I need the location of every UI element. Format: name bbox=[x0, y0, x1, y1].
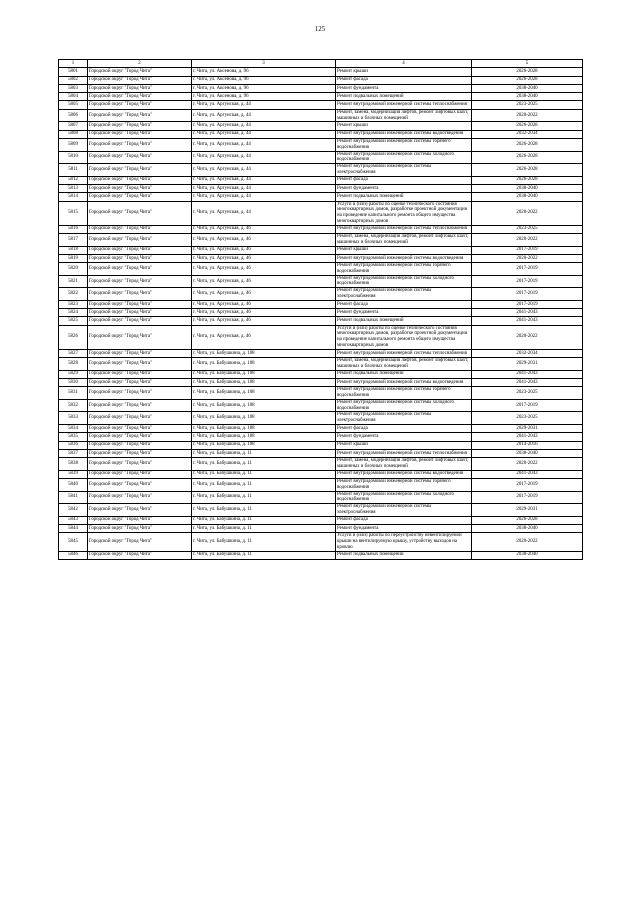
period-cell: 2017-2019 bbox=[472, 478, 583, 491]
period-cell: 2020-2022 bbox=[472, 233, 583, 246]
row-number: 5824 bbox=[59, 309, 88, 317]
address-cell: г. Чита, ул. Аксенова, д. 96 bbox=[192, 68, 336, 76]
period-cell: 2017-2019 bbox=[472, 300, 583, 308]
period-cell: 2023-2025 bbox=[472, 101, 583, 109]
municipality-cell: Городской округ "Город Чита" bbox=[88, 101, 192, 109]
row-number: 5814 bbox=[59, 193, 88, 201]
address-cell: г. Чита, ул. Аргунская, д. 44 bbox=[192, 151, 336, 164]
row-number: 5844 bbox=[59, 524, 88, 532]
municipality-cell: Городской округ "Город Чита" bbox=[88, 233, 192, 246]
work-type-cell: Ремонт внутридомовой инженерной системы холодного водоснабжения bbox=[336, 491, 472, 504]
work-type-cell: Ремонт подвальных помещений bbox=[336, 93, 472, 101]
row-number: 5806 bbox=[59, 109, 88, 122]
work-type-cell: Ремонт внутридомовой инженерной системы холодного водоснабжения bbox=[336, 275, 472, 288]
municipality-cell: Городской округ "Город Чита" bbox=[88, 441, 192, 449]
municipality-cell: Городской округ "Город Чита" bbox=[88, 387, 192, 400]
period-cell: 2038-2040 bbox=[472, 193, 583, 201]
address-cell: г. Чита, ул. Аргунская, д. 46 bbox=[192, 309, 336, 317]
address-cell: г. Чита, ул. Аргунская, д. 46 bbox=[192, 225, 336, 233]
period-cell: 2029-2031 bbox=[472, 504, 583, 517]
municipality-cell: Городской округ "Город Чита" bbox=[88, 551, 192, 559]
address-cell: г. Чита, ул. Бабушкина, д. 108 bbox=[192, 370, 336, 378]
row-number: 5811 bbox=[59, 164, 88, 177]
table-row bbox=[59, 458, 583, 471]
address-cell: г. Чита, ул. Аргунская, д. 46 bbox=[192, 246, 336, 254]
work-type-cell: Ремонт подвальных помещений bbox=[336, 551, 472, 559]
period-cell: 2029-2031 bbox=[472, 358, 583, 371]
page-number: 125 bbox=[314, 25, 326, 33]
municipality-cell: Городской округ "Город Чита" bbox=[88, 122, 192, 130]
table-row bbox=[59, 233, 583, 246]
address-cell: г. Чита, ул. Аргунская, д. 44 bbox=[192, 193, 336, 201]
municipality-cell: Городской округ "Город Чита" bbox=[88, 533, 192, 551]
row-number: 5818 bbox=[59, 246, 88, 254]
row-number: 5803 bbox=[59, 84, 88, 92]
period-cell: 2038-2040 bbox=[472, 93, 583, 101]
table-row bbox=[59, 93, 583, 101]
row-number: 5822 bbox=[59, 288, 88, 301]
row-number: 5823 bbox=[59, 300, 88, 308]
table-row bbox=[59, 201, 583, 225]
municipality-cell: Городской округ "Город Чита" bbox=[88, 516, 192, 524]
row-number: 5810 bbox=[59, 151, 88, 164]
table-row bbox=[59, 551, 583, 559]
table-row bbox=[59, 193, 583, 201]
address-cell: г. Чита, ул. Бабушкина, д. 108 bbox=[192, 378, 336, 386]
address-cell: г. Чита, ул. Бабушкина, д. 108 bbox=[192, 441, 336, 449]
period-cell: 2041-2043 bbox=[472, 470, 583, 478]
table-row bbox=[59, 122, 583, 130]
municipality-cell: Городской округ "Город Чита" bbox=[88, 76, 192, 84]
work-type-cell: Ремонт внутридомовой инженерной системы теплоснабжения bbox=[336, 349, 472, 357]
row-number: 5840 bbox=[59, 478, 88, 491]
row-number: 5816 bbox=[59, 225, 88, 233]
work-type-cell: Ремонт подвальных помещений bbox=[336, 370, 472, 378]
table-row bbox=[59, 516, 583, 524]
work-type-cell: Ремонт внутридомовой инженерной системы горячего водоснабжения bbox=[336, 478, 472, 491]
municipality-cell: Городской округ "Город Чита" bbox=[88, 309, 192, 317]
period-cell: 2023-2025 bbox=[472, 225, 583, 233]
table-row bbox=[59, 478, 583, 491]
column-header-3: 3 bbox=[192, 60, 336, 68]
work-type-cell: Ремонт подвальных помещений bbox=[336, 317, 472, 325]
work-type-cell: Услуги и (или) работы по переустройству невентилируемой крыши на вентилируемую крышу, устройству выходов на кровлю bbox=[336, 533, 472, 551]
work-type-cell: Ремонт фундамента bbox=[336, 84, 472, 92]
address-cell: г. Чита, ул. Бабушкина, д. 11 bbox=[192, 491, 336, 504]
row-number: 5802 bbox=[59, 76, 88, 84]
row-number: 5838 bbox=[59, 458, 88, 471]
table-row bbox=[59, 275, 583, 288]
municipality-cell: Городской округ "Город Чита" bbox=[88, 184, 192, 192]
row-number: 5829 bbox=[59, 370, 88, 378]
address-cell: г. Чита, ул. Аксенова, д. 96 bbox=[192, 76, 336, 84]
address-cell: г. Чита, ул. Аргунская, д. 44 bbox=[192, 164, 336, 177]
work-type-cell: Услуги и (или) работы по оценке технического состояния многоквартирных домов, разработке проектной документации на проведение капитального ремонта общего имущества многоквартирных домов bbox=[336, 201, 472, 225]
period-cell: 2026-2028 bbox=[472, 516, 583, 524]
work-type-cell: Ремонт внутридомовой инженерной системы горячего водоснабжения bbox=[336, 138, 472, 151]
table-row bbox=[59, 412, 583, 425]
table-row bbox=[59, 424, 583, 432]
municipality-cell: Городской округ "Город Чита" bbox=[88, 349, 192, 357]
row-number: 5819 bbox=[59, 254, 88, 262]
row-number: 5846 bbox=[59, 551, 88, 559]
work-type-cell: Ремонт внутридомовой инженерной системы водоотведения bbox=[336, 130, 472, 138]
work-type-cell: Ремонт внутридомовой инженерной системы горячего водоснабжения bbox=[336, 387, 472, 400]
municipality-cell: Городской округ "Город Чита" bbox=[88, 254, 192, 262]
row-number: 5832 bbox=[59, 399, 88, 412]
municipality-cell: Городской округ "Город Чита" bbox=[88, 370, 192, 378]
address-cell: г. Чита, ул. Бабушкина, д. 11 bbox=[192, 533, 336, 551]
address-cell: г. Чита, ул. Аргунская, д. 46 bbox=[192, 233, 336, 246]
municipality-cell: Городской округ "Город Чита" bbox=[88, 399, 192, 412]
row-number: 5821 bbox=[59, 275, 88, 288]
municipality-cell: Городской округ "Город Чита" bbox=[88, 176, 192, 184]
municipality-cell: Городской округ "Город Чита" bbox=[88, 424, 192, 432]
address-cell: г. Чита, ул. Бабушкина, д. 11 bbox=[192, 516, 336, 524]
work-type-cell: Ремонт фасада bbox=[336, 424, 472, 432]
address-cell: г. Чита, ул. Аргунская, д. 46 bbox=[192, 275, 336, 288]
work-type-cell: Ремонт внутридомовой инженерной системы электроснабжения bbox=[336, 412, 472, 425]
table-row bbox=[59, 433, 583, 441]
column-header-4: 4 bbox=[336, 60, 472, 68]
row-number: 5809 bbox=[59, 138, 88, 151]
period-cell: 2038-2040 bbox=[472, 449, 583, 457]
table-row bbox=[59, 246, 583, 254]
table-row bbox=[59, 358, 583, 371]
work-type-cell: Ремонт внутридомовой инженерной системы холодного водоснабжения bbox=[336, 151, 472, 164]
address-cell: г. Чита, ул. Аргунская, д. 44 bbox=[192, 138, 336, 151]
table-row bbox=[59, 309, 583, 317]
work-type-cell: Ремонт внутридомовой инженерной системы электроснабжения bbox=[336, 288, 472, 301]
period-cell: 2014-2016 bbox=[472, 441, 583, 449]
row-number: 5815 bbox=[59, 201, 88, 225]
municipality-cell: Городской округ "Город Чита" bbox=[88, 412, 192, 425]
municipality-cell: Городской округ "Город Чита" bbox=[88, 109, 192, 122]
row-number: 5807 bbox=[59, 122, 88, 130]
period-cell: 2026-2028 bbox=[472, 164, 583, 177]
address-cell: г. Чита, ул. Бабушкина, д. 11 bbox=[192, 551, 336, 559]
period-cell: 2020-2022 bbox=[472, 109, 583, 122]
row-number: 5836 bbox=[59, 441, 88, 449]
table-row bbox=[59, 491, 583, 504]
work-type-cell: Ремонт, замена, модернизация лифтов, ремонт лифтовых шахт, машинных и блочных помещений bbox=[336, 109, 472, 122]
address-cell: г. Чита, ул. Аргунская, д. 46 bbox=[192, 263, 336, 276]
address-cell: г. Чита, ул. Бабушкина, д. 108 bbox=[192, 424, 336, 432]
municipality-cell: Городской округ "Город Чита" bbox=[88, 317, 192, 325]
period-cell: 2017-2019 bbox=[472, 288, 583, 301]
municipality-cell: Городской округ "Город Чита" bbox=[88, 524, 192, 532]
municipality-cell: Городской округ "Город Чита" bbox=[88, 164, 192, 177]
row-number: 5830 bbox=[59, 378, 88, 386]
period-cell: 2026-2028 bbox=[472, 122, 583, 130]
table-row bbox=[59, 225, 583, 233]
municipality-cell: Городской округ "Город Чита" bbox=[88, 325, 192, 349]
municipality-cell: Городской округ "Город Чита" bbox=[88, 68, 192, 76]
work-type-cell: Ремонт фундамента bbox=[336, 309, 472, 317]
address-cell: г. Чита, ул. Бабушкина, д. 11 bbox=[192, 478, 336, 491]
period-cell: 2017-2019 bbox=[472, 275, 583, 288]
address-cell: г. Чита, ул. Аксенова, д. 96 bbox=[192, 93, 336, 101]
address-cell: г. Чита, ул. Бабушкина, д. 11 bbox=[192, 504, 336, 517]
work-type-cell: Ремонт крыши bbox=[336, 441, 472, 449]
period-cell: 2026-2028 bbox=[472, 76, 583, 84]
period-cell: 2041-2043 bbox=[472, 317, 583, 325]
address-cell: г. Чита, ул. Бабушкина, д. 108 bbox=[192, 358, 336, 371]
table-row bbox=[59, 317, 583, 325]
municipality-cell: Городской округ "Город Чита" bbox=[88, 378, 192, 386]
work-type-cell: Ремонт фундамента bbox=[336, 433, 472, 441]
work-type-cell: Ремонт внутридомовой инженерной системы горячего водоснабжения bbox=[336, 263, 472, 276]
table-row bbox=[59, 138, 583, 151]
period-cell: 2026-2028 bbox=[472, 138, 583, 151]
period-cell: 2026-2028 bbox=[472, 176, 583, 184]
period-cell: 2038-2040 bbox=[472, 524, 583, 532]
period-cell: 2020-2022 bbox=[472, 325, 583, 349]
row-number: 5828 bbox=[59, 358, 88, 371]
table-row bbox=[59, 399, 583, 412]
work-type-cell: Ремонт внутридомовой инженерной системы водоотведения bbox=[336, 378, 472, 386]
table-row bbox=[59, 533, 583, 551]
municipality-cell: Городской округ "Город Чита" bbox=[88, 151, 192, 164]
table-row bbox=[59, 101, 583, 109]
municipality-cell: Городской округ "Город Чита" bbox=[88, 246, 192, 254]
row-number: 5812 bbox=[59, 176, 88, 184]
period-cell: 2041-2043 bbox=[472, 433, 583, 441]
row-number: 5820 bbox=[59, 263, 88, 276]
row-number: 5813 bbox=[59, 184, 88, 192]
address-cell: г. Чита, ул. Аргунская, д. 44 bbox=[192, 201, 336, 225]
address-cell: г. Чита, ул. Бабушкина, д. 108 bbox=[192, 349, 336, 357]
municipality-cell: Городской округ "Город Чита" bbox=[88, 458, 192, 471]
municipality-cell: Городской округ "Город Чита" bbox=[88, 93, 192, 101]
period-cell: 2017-2019 bbox=[472, 263, 583, 276]
row-number: 5845 bbox=[59, 533, 88, 551]
row-number: 5827 bbox=[59, 349, 88, 357]
address-cell: г. Чита, ул. Аргунская, д. 44 bbox=[192, 101, 336, 109]
work-type-cell: Ремонт крыши bbox=[336, 246, 472, 254]
municipality-cell: Городской округ "Город Чита" bbox=[88, 275, 192, 288]
row-number: 5834 bbox=[59, 424, 88, 432]
work-type-cell: Ремонт фасада bbox=[336, 176, 472, 184]
table-row bbox=[59, 370, 583, 378]
address-cell: г. Чита, ул. Бабушкина, д. 11 bbox=[192, 470, 336, 478]
row-number: 5843 bbox=[59, 516, 88, 524]
work-type-cell: Ремонт крыши bbox=[336, 122, 472, 130]
work-type-cell: Ремонт фундамента bbox=[336, 184, 472, 192]
table-row bbox=[59, 76, 583, 84]
work-type-cell: Услуги и (или) работы по оценке технического состояния многоквартирных домов, разработке проектной документации на проведение капитального ремонта общего имущества многоквартирных домов bbox=[336, 325, 472, 349]
table-row bbox=[59, 300, 583, 308]
work-type-cell: Ремонт фасада bbox=[336, 516, 472, 524]
period-cell: 2020-2022 bbox=[472, 254, 583, 262]
address-cell: г. Чита, ул. Бабушкина, д. 11 bbox=[192, 449, 336, 457]
address-cell: г. Чита, ул. Бабушкина, д. 11 bbox=[192, 458, 336, 471]
period-cell: 2038-2040 bbox=[472, 84, 583, 92]
table-row bbox=[59, 68, 583, 76]
address-cell: г. Чита, ул. Аргунская, д. 46 bbox=[192, 300, 336, 308]
period-cell: 2017-2019 bbox=[472, 246, 583, 254]
municipality-cell: Городской округ "Город Чита" bbox=[88, 288, 192, 301]
address-cell: г. Чита, ул. Аргунская, д. 44 bbox=[192, 130, 336, 138]
period-cell: 2032-2034 bbox=[472, 349, 583, 357]
work-type-cell: Ремонт внутридомовой инженерной системы теплоснабжения bbox=[336, 449, 472, 457]
row-number: 5817 bbox=[59, 233, 88, 246]
table-row bbox=[59, 176, 583, 184]
table-row bbox=[59, 288, 583, 301]
row-number: 5805 bbox=[59, 101, 88, 109]
address-cell: г. Чита, ул. Аргунская, д. 46 bbox=[192, 288, 336, 301]
row-number: 5808 bbox=[59, 130, 88, 138]
municipality-cell: Городской округ "Город Чита" bbox=[88, 449, 192, 457]
row-number: 5804 bbox=[59, 93, 88, 101]
work-type-cell: Ремонт, замена, модернизация лифтов, ремонт лифтовых шахт, машинных и блочных помещений bbox=[336, 358, 472, 371]
municipality-cell: Городской округ "Город Чита" bbox=[88, 130, 192, 138]
period-cell: 2026-2028 bbox=[472, 151, 583, 164]
column-header-2: 2 bbox=[88, 60, 192, 68]
period-cell: 2041-2043 bbox=[472, 378, 583, 386]
address-cell: г. Чита, ул. Аргунская, д. 46 bbox=[192, 325, 336, 349]
period-cell: 2041-2043 bbox=[472, 370, 583, 378]
table-row bbox=[59, 504, 583, 517]
address-cell: г. Чита, ул. Бабушкина, д. 108 bbox=[192, 433, 336, 441]
table-row bbox=[59, 263, 583, 276]
row-number: 5842 bbox=[59, 504, 88, 517]
work-type-cell: Ремонт фасада bbox=[336, 76, 472, 84]
column-header-5: 5 bbox=[472, 60, 583, 68]
address-cell: г. Чита, ул. Аргунская, д. 44 bbox=[192, 122, 336, 130]
work-type-cell: Ремонт фасада bbox=[336, 300, 472, 308]
table-row bbox=[59, 84, 583, 92]
work-type-cell: Ремонт внутридомовой инженерной системы теплоснабжения bbox=[336, 101, 472, 109]
work-type-cell: Ремонт, замена, модернизация лифтов, ремонт лифтовых шахт, машинных и блочных помещений bbox=[336, 233, 472, 246]
table-row bbox=[59, 449, 583, 457]
work-type-cell: Ремонт фундамента bbox=[336, 524, 472, 532]
work-type-cell: Ремонт внутридомовой инженерной системы холодного водоснабжения bbox=[336, 399, 472, 412]
municipality-cell: Городской округ "Город Чита" bbox=[88, 84, 192, 92]
period-cell: 2041-2043 bbox=[472, 309, 583, 317]
work-type-cell: Ремонт подвальных помещений bbox=[336, 193, 472, 201]
table-row bbox=[59, 109, 583, 122]
municipality-cell: Городской округ "Город Чита" bbox=[88, 478, 192, 491]
row-number: 5831 bbox=[59, 387, 88, 400]
work-type-cell: Ремонт внутридомовой инженерной системы электроснабжения bbox=[336, 164, 472, 177]
municipality-cell: Городской округ "Город Чита" bbox=[88, 193, 192, 201]
row-number: 5837 bbox=[59, 449, 88, 457]
municipality-cell: Городской округ "Город Чита" bbox=[88, 263, 192, 276]
municipality-cell: Городской округ "Город Чита" bbox=[88, 300, 192, 308]
work-type-cell: Ремонт внутридомовой инженерной системы теплоснабжения bbox=[336, 225, 472, 233]
work-type-cell: Ремонт внутридомовой инженерной системы водоотведения bbox=[336, 254, 472, 262]
period-cell: 2029-2031 bbox=[472, 424, 583, 432]
period-cell: 2032-2034 bbox=[472, 130, 583, 138]
period-cell: 2020-2022 bbox=[472, 533, 583, 551]
municipality-cell: Городской округ "Город Чита" bbox=[88, 470, 192, 478]
table-row bbox=[59, 254, 583, 262]
period-cell: 2017-2019 bbox=[472, 399, 583, 412]
municipality-cell: Городской округ "Город Чита" bbox=[88, 138, 192, 151]
period-cell: 2023-2025 bbox=[472, 412, 583, 425]
municipality-cell: Городской округ "Город Чита" bbox=[88, 491, 192, 504]
address-cell: г. Чита, ул. Аргунская, д. 44 bbox=[192, 176, 336, 184]
period-cell: 2038-2040 bbox=[472, 184, 583, 192]
row-number: 5841 bbox=[59, 491, 88, 504]
table-header-row bbox=[59, 60, 583, 68]
address-cell: г. Чита, ул. Аргунская, д. 46 bbox=[192, 317, 336, 325]
address-cell: г. Чита, ул. Аргунская, д. 44 bbox=[192, 184, 336, 192]
table-row bbox=[59, 151, 583, 164]
municipality-cell: Городской округ "Город Чита" bbox=[88, 358, 192, 371]
municipality-cell: Городской округ "Город Чита" bbox=[88, 201, 192, 225]
period-cell: 2020-2022 bbox=[472, 458, 583, 471]
address-cell: г. Чита, ул. Бабушкина, д. 11 bbox=[192, 524, 336, 532]
municipality-cell: Городской округ "Город Чита" bbox=[88, 433, 192, 441]
table-row bbox=[59, 349, 583, 357]
address-cell: г. Чита, ул. Бабушкина, д. 108 bbox=[192, 412, 336, 425]
works-table bbox=[58, 59, 583, 560]
period-cell: 2023-2025 bbox=[472, 387, 583, 400]
work-type-cell: Ремонт крыши bbox=[336, 68, 472, 76]
municipality-cell: Городской округ "Город Чита" bbox=[88, 504, 192, 517]
table-row bbox=[59, 325, 583, 349]
period-cell: 2020-2022 bbox=[472, 201, 583, 225]
address-cell: г. Чита, ул. Аргунская, д. 46 bbox=[192, 254, 336, 262]
address-cell: г. Чита, ул. Аргунская, д. 44 bbox=[192, 109, 336, 122]
period-cell: 2017-2019 bbox=[472, 491, 583, 504]
table-row bbox=[59, 130, 583, 138]
row-number: 5826 bbox=[59, 325, 88, 349]
row-number: 5833 bbox=[59, 412, 88, 425]
table-row bbox=[59, 387, 583, 400]
row-number: 5801 bbox=[59, 68, 88, 76]
period-cell: 2038-2040 bbox=[472, 551, 583, 559]
row-number: 5825 bbox=[59, 317, 88, 325]
table-row bbox=[59, 524, 583, 532]
municipality-cell: Городской округ "Город Чита" bbox=[88, 225, 192, 233]
row-number: 5839 bbox=[59, 470, 88, 478]
address-cell: г. Чита, ул. Бабушкина, д. 108 bbox=[192, 387, 336, 400]
column-header-1: 1 bbox=[59, 60, 88, 68]
row-number: 5835 bbox=[59, 433, 88, 441]
work-type-cell: Ремонт внутридомовой инженерной системы электроснабжения bbox=[336, 504, 472, 517]
address-cell: г. Чита, ул. Бабушкина, д. 108 bbox=[192, 399, 336, 412]
table-row bbox=[59, 378, 583, 386]
address-cell: г. Чита, ул. Аксенова, д. 96 bbox=[192, 84, 336, 92]
work-type-cell: Ремонт внутридомовой инженерной системы водоотведения bbox=[336, 470, 472, 478]
table-row bbox=[59, 164, 583, 177]
work-type-cell: Ремонт, замена, модернизация лифтов, ремонт лифтовых шахт, машинных и блочных помещений bbox=[336, 458, 472, 471]
table-row bbox=[59, 184, 583, 192]
period-cell: 2026-2028 bbox=[472, 68, 583, 76]
table-row bbox=[59, 470, 583, 478]
table-row bbox=[59, 441, 583, 449]
